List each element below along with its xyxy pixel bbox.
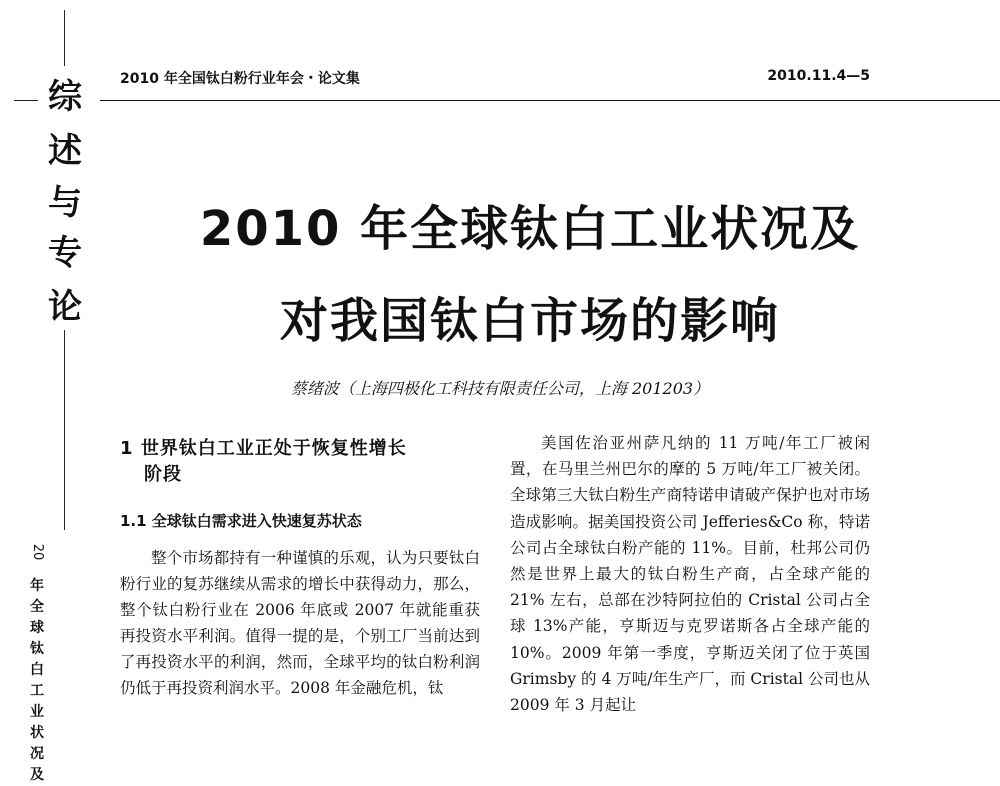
right-column [510,430,870,718]
section-number: 1 [120,438,134,459]
margin-rule-middle [64,330,65,530]
journal-header: 2010 年全国钛白粉行业年会・论文集 [120,71,360,87]
left-column [120,430,480,701]
margin-dash [14,100,38,101]
author-line: 蔡绪波（上海四极化工科技有限责任公司，上海 201203） [290,379,710,398]
article-title-line1: 2010 年全球钛白工业状况及 [199,201,861,257]
section-char-5: 论 [48,287,82,327]
section-char-1: 综 [48,77,82,117]
section-heading-text-a: 世界钛白工业正处于恢复性增长 [140,438,407,459]
section-heading-1 [120,436,480,488]
article-title-line2: 对我国钛白市场的影响 [279,293,780,349]
body-paragraph-left: 整个市场都持有一种谨慎的乐观，认为只要钛白粉行业的复苏继续从需求的增长中获得动力，那么，整个钛白粉行业在 2006 年底或 2007 年就能重获再投资水平利润。值得一提的是，个别工厂当前达到了再投资水平的利润，然而，全球平均的钛白粉利润仍低于再投资利润水平。2008 年金融危机，钛 [120,549,480,697]
running-title [26,530,48,786]
header-date: 2010.11.4—5 [767,68,870,84]
subsection-heading: 1.1 全球钛白需求进入快速复苏状态 [120,512,362,530]
section-heading-text-b: 阶段 [144,464,182,485]
header-rule [100,100,1000,101]
section-char-3: 与 [48,183,82,223]
section-char-4: 专 [48,233,82,273]
margin-rule-top [64,10,65,66]
running-title-text: 年全球钛白工业状况及 [30,578,44,783]
running-year: 20 [30,543,45,561]
body-paragraph-right: 美国佐治亚州萨凡纳的 11 万吨/年工厂被闲置，在马里兰州巴尔的摩的 5 万吨/年工厂被关闭。全球第三大钛白粉生产商特诺申请破产保护也对市场造成影响。据美国投资公司 Jefferies&Co 称，特诺公司占全球钛白粉产能的 11%。目前，杜邦公司仍然是世界上最大的钛白粉生产商，占全球产能的 21% 左右，总部在沙特阿拉伯的 Cristal 公司占全球 13%产能，亨斯迈与克罗诺斯各占全球产能的 10%。2009 年第一季度，亨斯迈关闭了位于英国 Grimsby 的 4 万吨/年生产厂，而 Cristal 公司也从 2009 年 3 月起让 [510,434,870,715]
section-char-2: 述 [48,131,82,171]
